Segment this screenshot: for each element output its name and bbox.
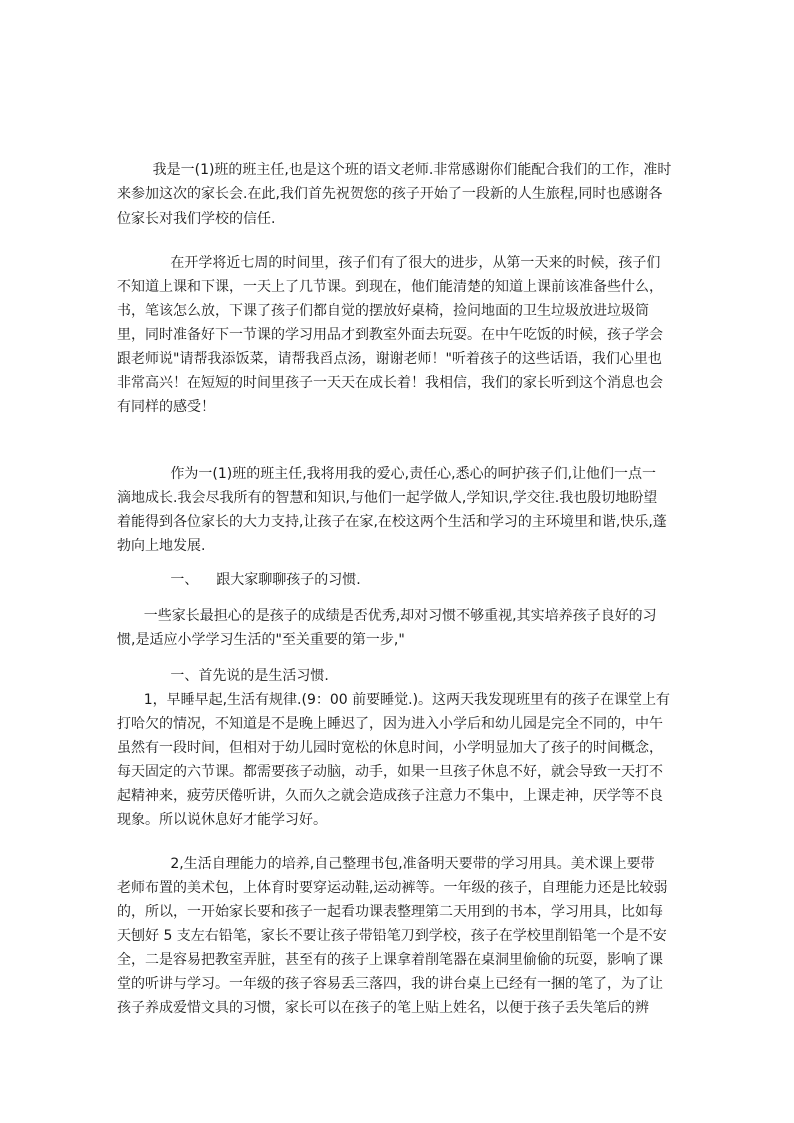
paragraph-6-line-6: 现象。所以说休息好才能学习好。 xyxy=(117,812,327,828)
paragraph-1-line-2: 来参加这次的家长会.在此,我们首先祝贺您的孩子开始了一段新的人生旅程,同时也感谢各 xyxy=(117,186,663,202)
paragraph-3-line-1: 作为一(1)班的班主任,我将用我的爱心,责任心,悉心的呵护孩子们,让他们一点一 xyxy=(117,466,657,482)
paragraph-5-line-1: 一些家长最担心的是孩子的成绩是否优秀,却对习惯不够重视,其实培养孩子良好的习 xyxy=(117,608,657,624)
paragraph-2-line-4: 里，同时准备好下一节课的学习用品才到教室外面去玩耍。在中午吃饭的时候，孩子学会 xyxy=(117,327,663,343)
paragraph-6-line-1: 1，早睡早起,生活有规律.(9：00 前要睡觉.)。这两天我发现班里有的孩子在课堂上有 xyxy=(117,692,671,708)
paragraph-6-line-5: 起精神来，疲劳厌倦听讲，久而久之就会造成孩子注意力不集中，上课走神，厌学等不良 xyxy=(117,788,663,804)
paragraph-3-line-3: 着能得到各位家长的大力支持,让孩子在家,在校这两个生活和学习的主环境里和谐,快乐,蓬 xyxy=(117,514,667,530)
paragraph-2-line-6: 非常高兴！在短短的时间里孩子一天天在成长着！我相信，我们的家长听到这个消息也会 xyxy=(117,375,663,391)
paragraph-1-line-3: 位家长对我们学校的信任. xyxy=(117,211,276,227)
paragraph-3-line-4: 勃向上地发展. xyxy=(117,538,206,554)
paragraph-2-line-3: 书，笔该怎么放，下课了孩子们都自觉的摆放好桌椅，捡问地面的卫生垃圾放进垃圾筒 xyxy=(117,303,649,319)
paragraph-2-line-2: 不知道上课和下课，一天上了几节课。到现在，他们能清楚的知道上课前该准备些什么， xyxy=(117,279,663,295)
paragraph-6-line-3: 虽然有一段时间，但相对于幼儿园时宽松的休息时间，小学明显加大了孩子的时间概念， xyxy=(117,740,663,756)
paragraph-7-line-3: 的，所以，一开始家长要和孩子一起看功课表整理第二天用到的书本，学习用具，比如每 xyxy=(117,904,663,920)
paragraph-7-line-4: 天刨好 5 支左右铅笔，家长不要让孩子带铅笔刀到学校，孩子在学校里削铅笔一个是不安 xyxy=(117,928,667,944)
paragraph-7-line-1: 2,生活自理能力的培养,自己整理书包,准备明天要带的学习用具。美术课上要带 xyxy=(117,856,655,872)
paragraph-7-line-7: 孩子养成爱惜文具的习惯，家长可以在孩子的笔上贴上姓名，以便于孩子丢失笔后的辨 xyxy=(117,1000,649,1016)
paragraph-1-line-1: 我是一(1)班的班主任,也是这个班的语文老师.非常感谢你们能配合我们的工作，准时 xyxy=(117,162,672,178)
paragraph-7-line-6: 堂的听讲与学习。一年级的孩子容易丢三落四，我的讲台桌上已经有一捆的笔了，为了让 xyxy=(117,976,663,992)
paragraph-6-line-2: 打哈欠的情况，不知道是不是晚上睡迟了，因为进入小学后和幼儿园是完全不同的，中午 xyxy=(117,716,663,732)
paragraph-3-line-2: 滴地成长.我会尽我所有的智慧和知识,与他们一起学做人,学知识,学交往.我也殷切地盼望 xyxy=(117,490,658,506)
paragraph-5-line-2: 惯,是适应小学学习生活的"至关重要的第一步," xyxy=(117,632,405,648)
paragraph-7-line-2: 老师布置的美术包，上体育时要穿运动鞋,运动裤等。一年级的孩子，自理能力还是比较弱 xyxy=(117,880,668,896)
section-heading: 一、 跟大家聊聊孩子的习惯. xyxy=(117,572,361,588)
paragraph-2-line-5: 跟老师说"请帮我添饭菜，请帮我舀点汤，谢谢老师！"听着孩子的这些话语，我们心里也 xyxy=(117,351,662,367)
paragraph-2-line-1: 在开学将近七周的时间里，孩子们有了很大的进步，从第一天来的时候，孩子们 xyxy=(117,255,661,271)
paragraph-7-line-5: 全，二是容易把教室弄脏，甚至有的孩子上课拿着削笔器在桌洞里偷偷的玩耍，影响了课 xyxy=(117,952,663,968)
subheading-life-habits: 一、首先说的是生活习惯. xyxy=(117,668,329,684)
paragraph-6-line-4: 每天固定的六节课。都需要孩子动脑，动手，如果一旦孩子休息不好，就会导致一天打不 xyxy=(117,764,663,780)
paragraph-2-line-7: 有同样的感受！ xyxy=(117,399,215,415)
